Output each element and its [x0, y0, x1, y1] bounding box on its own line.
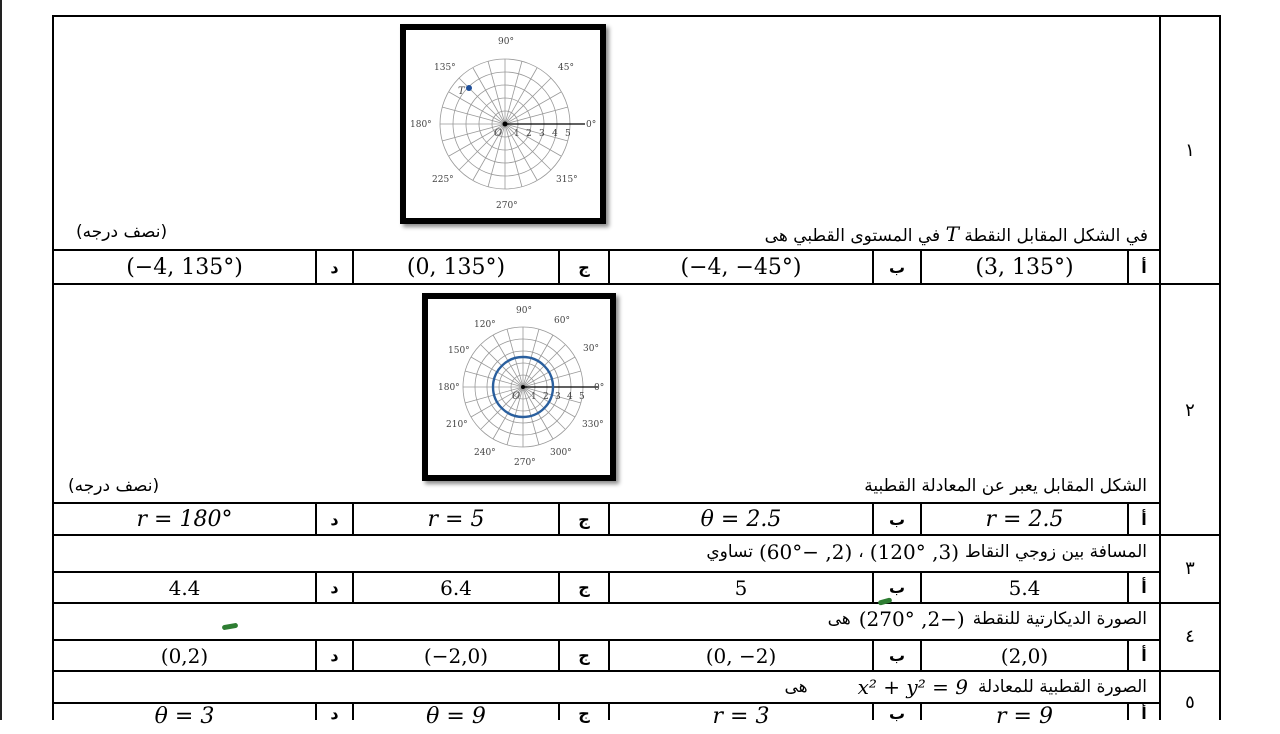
- angle-label: 0°: [586, 120, 597, 130]
- option-value[interactable]: 5: [734, 575, 748, 600]
- angle-label: 90°: [516, 306, 532, 316]
- option-value[interactable]: (−4, 135°): [126, 254, 243, 280]
- option-letter: د: [330, 646, 339, 665]
- radius-label: 5: [579, 392, 585, 402]
- radius-label: 1: [531, 392, 537, 402]
- radius-label: 1: [514, 129, 520, 139]
- question-1-text: في الشكل المقابل النقطة T في المستوى القطبي هى: [764, 222, 1148, 246]
- question-number-4: ٤: [1185, 625, 1195, 647]
- question-number-1: ١: [1185, 139, 1195, 161]
- question-2-marks: (نصف درجه): [68, 476, 160, 496]
- option-letter: د: [330, 509, 339, 529]
- option-value[interactable]: (−2,0): [423, 643, 489, 668]
- option-value[interactable]: 5.4: [1008, 575, 1041, 600]
- question-number-3: ٣: [1185, 557, 1195, 579]
- option-value[interactable]: (2,0): [1000, 643, 1049, 668]
- angle-label: 0°: [594, 383, 605, 393]
- option-letter: ب: [888, 578, 906, 597]
- radius-label: 2: [543, 392, 549, 402]
- radius-label: 3: [555, 392, 561, 402]
- option-letter: ج: [578, 257, 590, 277]
- option-letter: أ: [1141, 578, 1147, 597]
- radius-label: 3: [539, 129, 545, 139]
- angle-label: 30°: [583, 344, 599, 354]
- option-value[interactable]: 6.4: [440, 575, 472, 600]
- option-letter: ج: [578, 578, 590, 597]
- angle-label: 120°: [474, 320, 496, 330]
- angle-label: 225°: [432, 175, 454, 185]
- angle-label: 180°: [410, 120, 432, 130]
- option-letter: د: [330, 704, 339, 723]
- option-letter: ب: [888, 509, 906, 529]
- option-letter: ج: [578, 646, 590, 665]
- option-value[interactable]: (3, 135°): [975, 254, 1074, 280]
- question-5-text: الصورة القطبية للمعادلة x² + y² = 9 هى: [784, 675, 1147, 699]
- option-letter: د: [330, 257, 339, 277]
- option-letter: ب: [888, 704, 906, 723]
- question-4-text: الصورة الديكارتية للنقطة (−2, 270°) هى: [827, 607, 1147, 631]
- option-value[interactable]: r = 3: [712, 704, 770, 729]
- angle-label: 315°: [556, 175, 578, 185]
- angle-label: 45°: [558, 63, 574, 73]
- option-letter: د: [330, 578, 339, 597]
- origin-label: O: [494, 128, 503, 139]
- polar-grid-figure-1: [400, 24, 606, 224]
- option-letter: ج: [578, 509, 590, 529]
- point-label: T: [458, 86, 465, 97]
- radius-label: 5: [565, 129, 571, 139]
- angle-label: 330°: [582, 420, 604, 430]
- angle-label: 270°: [514, 458, 536, 468]
- radius-label: 4: [552, 129, 558, 139]
- annotation-mark: [222, 623, 239, 631]
- option-value[interactable]: r = 5: [427, 506, 485, 532]
- question-2-text: الشكل المقابل يعبر عن المعادلة القطبية: [864, 476, 1147, 496]
- angle-label: 135°: [434, 63, 456, 73]
- option-value[interactable]: θ = 9: [426, 704, 486, 729]
- question-number-2: ٢: [1185, 399, 1195, 421]
- polar-grid-figure-2: [422, 293, 616, 481]
- option-value[interactable]: (0, 135°): [406, 254, 506, 280]
- option-letter: ب: [888, 257, 906, 277]
- angle-label: 240°: [474, 448, 496, 458]
- radius-label: 4: [567, 392, 573, 402]
- option-letter: ب: [888, 646, 906, 665]
- angle-label: 210°: [446, 420, 468, 430]
- angle-label: 150°: [448, 346, 470, 356]
- option-value[interactable]: θ = 3: [154, 704, 215, 729]
- option-value[interactable]: θ = 2.5: [700, 506, 782, 532]
- option-value[interactable]: (0, −2): [705, 643, 777, 668]
- angle-label: 300°: [550, 448, 572, 458]
- option-value[interactable]: (0,2): [160, 643, 209, 668]
- option-letter: أ: [1141, 509, 1147, 529]
- question-3-text: المسافة بين زوجي النقاط (3, 120°) ، (2, −60°) تساوي: [706, 540, 1147, 564]
- option-value[interactable]: r = 9: [996, 704, 1053, 729]
- option-letter: أ: [1141, 646, 1147, 665]
- option-letter: أ: [1141, 257, 1147, 277]
- angle-label: 270°: [496, 201, 518, 211]
- option-value[interactable]: (−4, −45°): [680, 254, 802, 280]
- angle-label: 180°: [438, 383, 460, 393]
- option-letter: ج: [578, 704, 590, 723]
- option-value[interactable]: r = 180°: [136, 506, 233, 532]
- option-letter: أ: [1141, 704, 1147, 723]
- angle-label: 60°: [554, 316, 570, 326]
- option-value[interactable]: 4.4: [168, 575, 201, 600]
- angle-label: 90°: [498, 37, 514, 47]
- origin-label: O: [512, 391, 521, 402]
- question-1-marks: (نصف درجه): [76, 222, 168, 242]
- option-value[interactable]: r = 2.5: [985, 506, 1064, 532]
- question-number-5: ٥: [1185, 691, 1195, 713]
- point-t-marker: [466, 85, 472, 91]
- radius-label: 2: [526, 129, 532, 139]
